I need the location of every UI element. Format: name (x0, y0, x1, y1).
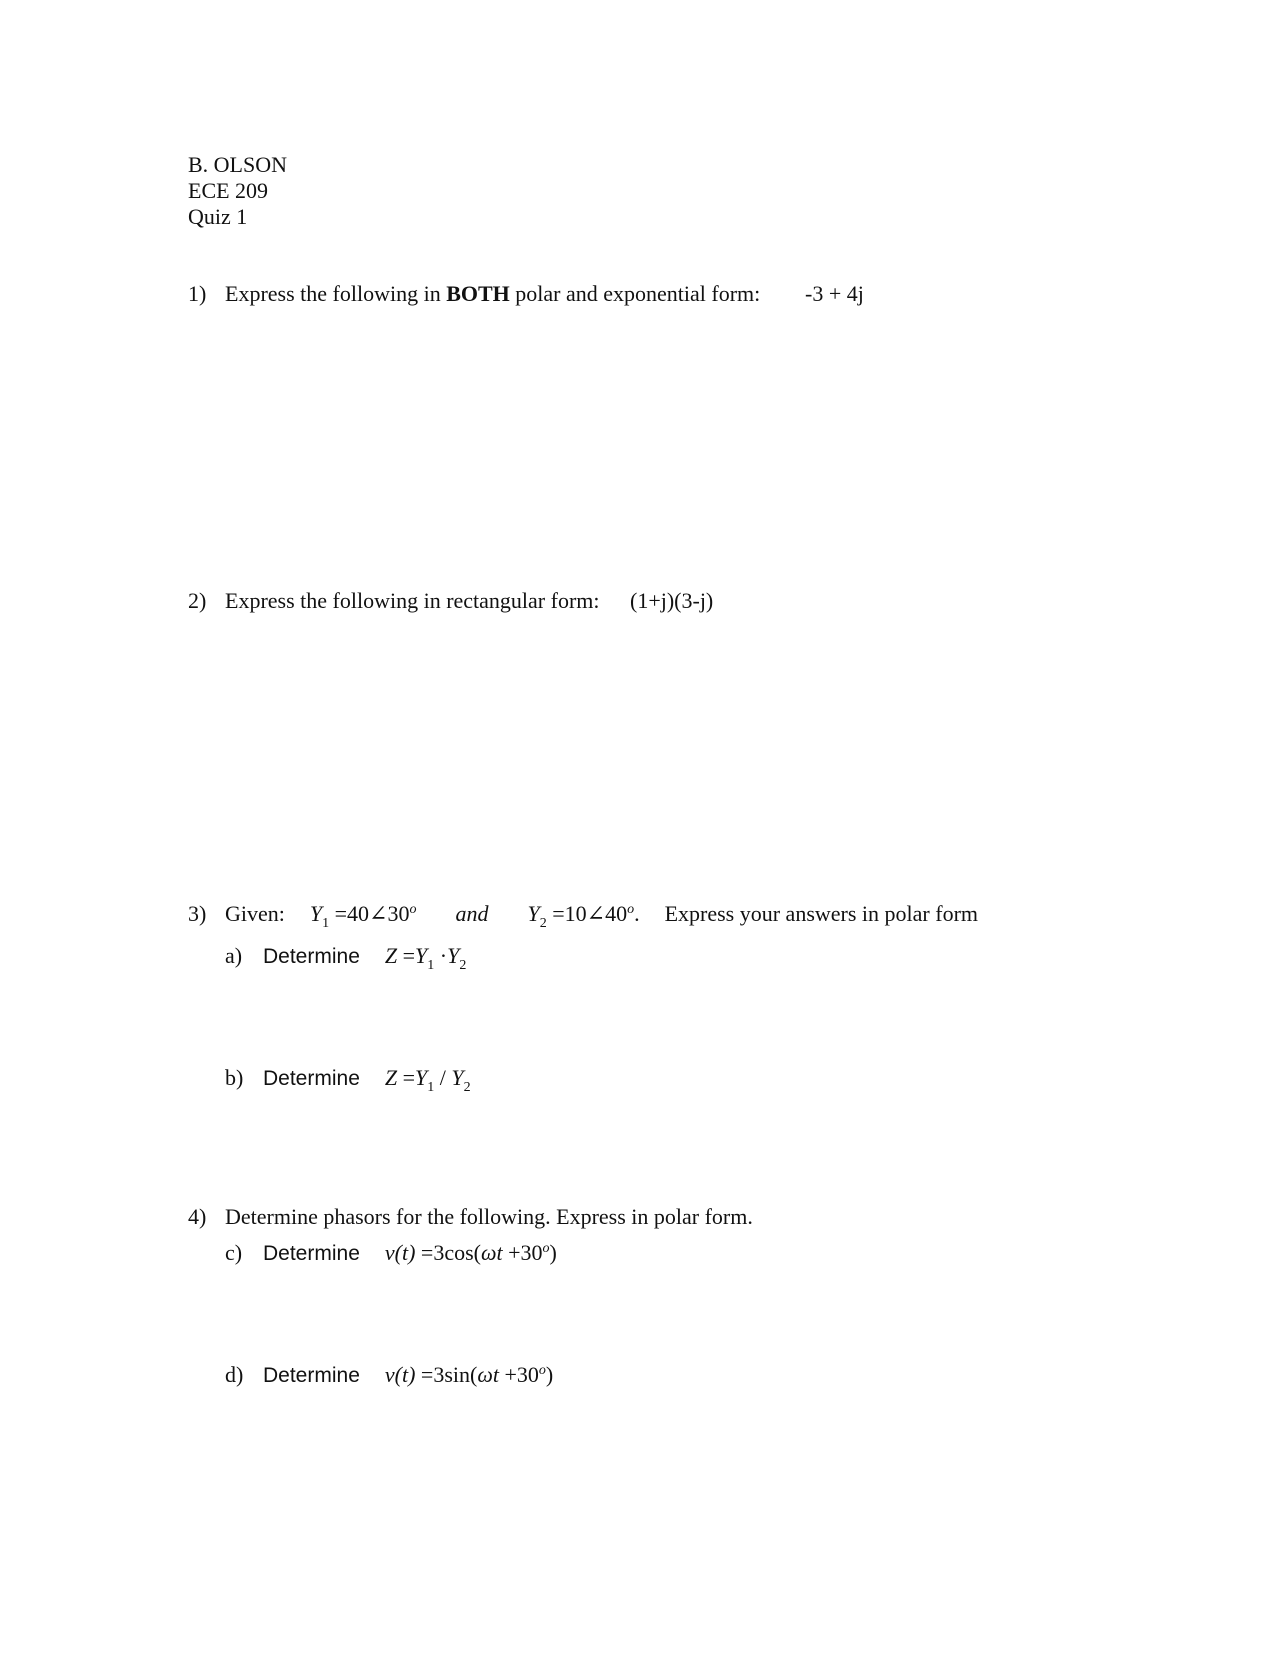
question-1-expression: -3 + 4j (805, 281, 864, 306)
course-code: ECE 209 (188, 178, 269, 203)
question-1-text (225, 283, 760, 305)
question-3-line (225, 903, 978, 931)
question-3b-equation: $Z =Y_1 / Y_2$ (384, 1065, 471, 1095)
question-4d-line (263, 1364, 553, 1386)
question-4-text: Determine phasors for the following. Express in polar form. (225, 1204, 753, 1229)
question-4c-line (263, 1242, 557, 1264)
question-4c-equation: $v(t) =3\cos(\omega t +30^o)$ (384, 1240, 557, 1265)
question-3b-label: b) (225, 1065, 244, 1090)
question-4d-label: d) (225, 1362, 244, 1387)
question-2-number: 2) (188, 588, 207, 613)
question-4c-text: Determine (263, 1242, 360, 1265)
question-3b-text: Determine (263, 1067, 360, 1090)
question-1-text-before: Express the following in (225, 281, 447, 306)
question-3-and: and (455, 901, 489, 926)
question-3b-line (263, 1067, 471, 1095)
question-3-y1: $Y_1$ $=40\angle 30^o$ (309, 901, 417, 931)
question-3-number: 3) (188, 901, 207, 926)
question-3-y2: $Y_2$ $=10\angle 40^o$. (527, 901, 640, 931)
author-name: B. OLSON (188, 152, 288, 177)
question-1-number: 1) (188, 281, 207, 306)
question-3-given-label: Given: (225, 901, 285, 926)
question-1-emphasis: BOTH (446, 281, 510, 306)
question-4d-equation: $v(t) =3\sin(\omega t +30^o)$ (384, 1362, 554, 1387)
question-4c-label: c) (225, 1240, 243, 1265)
question-3a-label: a) (225, 943, 243, 968)
quiz-title: Quiz 1 (188, 204, 248, 229)
question-2-expression: (1+j)(3-j) (630, 588, 714, 613)
question-4d-text: Determine (263, 1364, 360, 1387)
question-1-text-after: polar and exponential form: (509, 281, 761, 306)
question-3a-line (263, 945, 466, 973)
question-4-number: 4) (188, 1204, 207, 1229)
question-3a-text: Determine (263, 945, 360, 968)
question-2-text: Express the following in rectangular form: (225, 588, 600, 613)
question-3a-equation: $Z =Y_1 \cdot Y_2$ (384, 943, 467, 973)
question-3-instruction: Express your answers in polar form (664, 901, 979, 926)
